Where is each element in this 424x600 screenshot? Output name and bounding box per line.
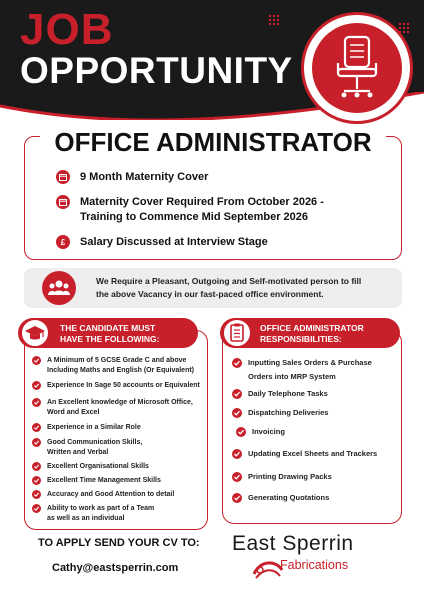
- role-title: OFFICE ADMINISTRATOR: [40, 126, 386, 158]
- check-icon: [32, 476, 41, 485]
- dots-decoration: [268, 14, 280, 26]
- check-icon: [32, 423, 41, 432]
- list-item: Daily Telephone Tasks: [232, 387, 400, 401]
- opportunity-heading: OPPORTUNITY: [20, 50, 293, 91]
- role-item: Maternity Cover Required From October 2026 - Training to Commence Mid September 2026: [56, 195, 324, 225]
- calendar-icon: [56, 170, 70, 184]
- office-chair-icon: [312, 23, 402, 113]
- check-icon: [32, 398, 41, 407]
- contact-email[interactable]: Cathy@eastsperrin.com: [52, 562, 179, 574]
- check-icon: [32, 381, 41, 390]
- list-item: Experience in a Similar Role: [32, 423, 204, 433]
- job-heading: JOB: [20, 5, 114, 54]
- list-item: Good Communication Skills, Written and Verbal: [32, 438, 204, 457]
- list-item: Printing Drawing Packs: [232, 470, 400, 484]
- check-icon: [232, 389, 242, 399]
- list-item: Excellent Organisational Skills: [32, 462, 204, 472]
- list-item: Generating Quotations: [232, 491, 400, 505]
- calendar-icon: [56, 195, 70, 209]
- people-icon: [42, 271, 76, 305]
- check-icon: [232, 472, 242, 482]
- list-item: Dispatching Deliveries: [232, 406, 400, 420]
- list-item: An Excellent knowledge of Microsoft Office, Word and Excel: [32, 398, 204, 417]
- check-icon: [232, 493, 242, 503]
- check-icon: [236, 427, 246, 437]
- clipboard-icon: [222, 318, 252, 348]
- list-item: Accuracy and Good Attention to detail: [32, 490, 204, 500]
- requirement-text: We Require a Pleasant, Outgoing and Self-motivated person to fill the above Vacancy in our fast-paced office environment.: [96, 276, 362, 299]
- list-item: Excellent Time Management Skills: [32, 476, 204, 486]
- list-item: Inputting Sales Orders & Purchase Orders into MRP System: [232, 356, 400, 384]
- check-icon: [232, 358, 242, 368]
- check-icon: [32, 504, 41, 513]
- check-icon: [232, 408, 242, 418]
- check-icon: [32, 490, 41, 499]
- list-item: Invoicing: [236, 425, 400, 439]
- candidate-heading: THE CANDIDATE MUST HAVE THE FOLLOWING:: [18, 318, 198, 348]
- role-item: 9 Month Maternity Cover: [56, 170, 208, 185]
- pound-icon: £: [56, 235, 70, 249]
- role-item: £ Salary Discussed at Interview Stage: [56, 235, 268, 250]
- company-logo-name: East Sperrin: [232, 532, 354, 555]
- list-item: Experience In Sage 50 accounts or Equivalent: [32, 381, 204, 391]
- list-item: A Minimum of 5 GCSE Grade C and above Including Maths and English (Or Equivalent): [32, 356, 204, 375]
- graduation-cap-icon: [20, 318, 50, 348]
- check-icon: [32, 462, 41, 471]
- list-item: Updating Excel Sheets and Trackers: [232, 447, 400, 461]
- check-icon: [232, 449, 242, 459]
- apply-heading: TO APPLY SEND YOUR CV TO:: [38, 537, 200, 549]
- list-item: Ability to work as part of a Team as well as an individual: [32, 504, 204, 523]
- company-logo-subtitle: Fabrications: [280, 558, 349, 572]
- check-icon: [32, 356, 41, 365]
- check-icon: [32, 438, 41, 447]
- responsibilities-heading: OFFICE ADMINISTRATOR RESPONSIBILITIES:: [220, 318, 400, 348]
- chair-badge: [301, 12, 413, 124]
